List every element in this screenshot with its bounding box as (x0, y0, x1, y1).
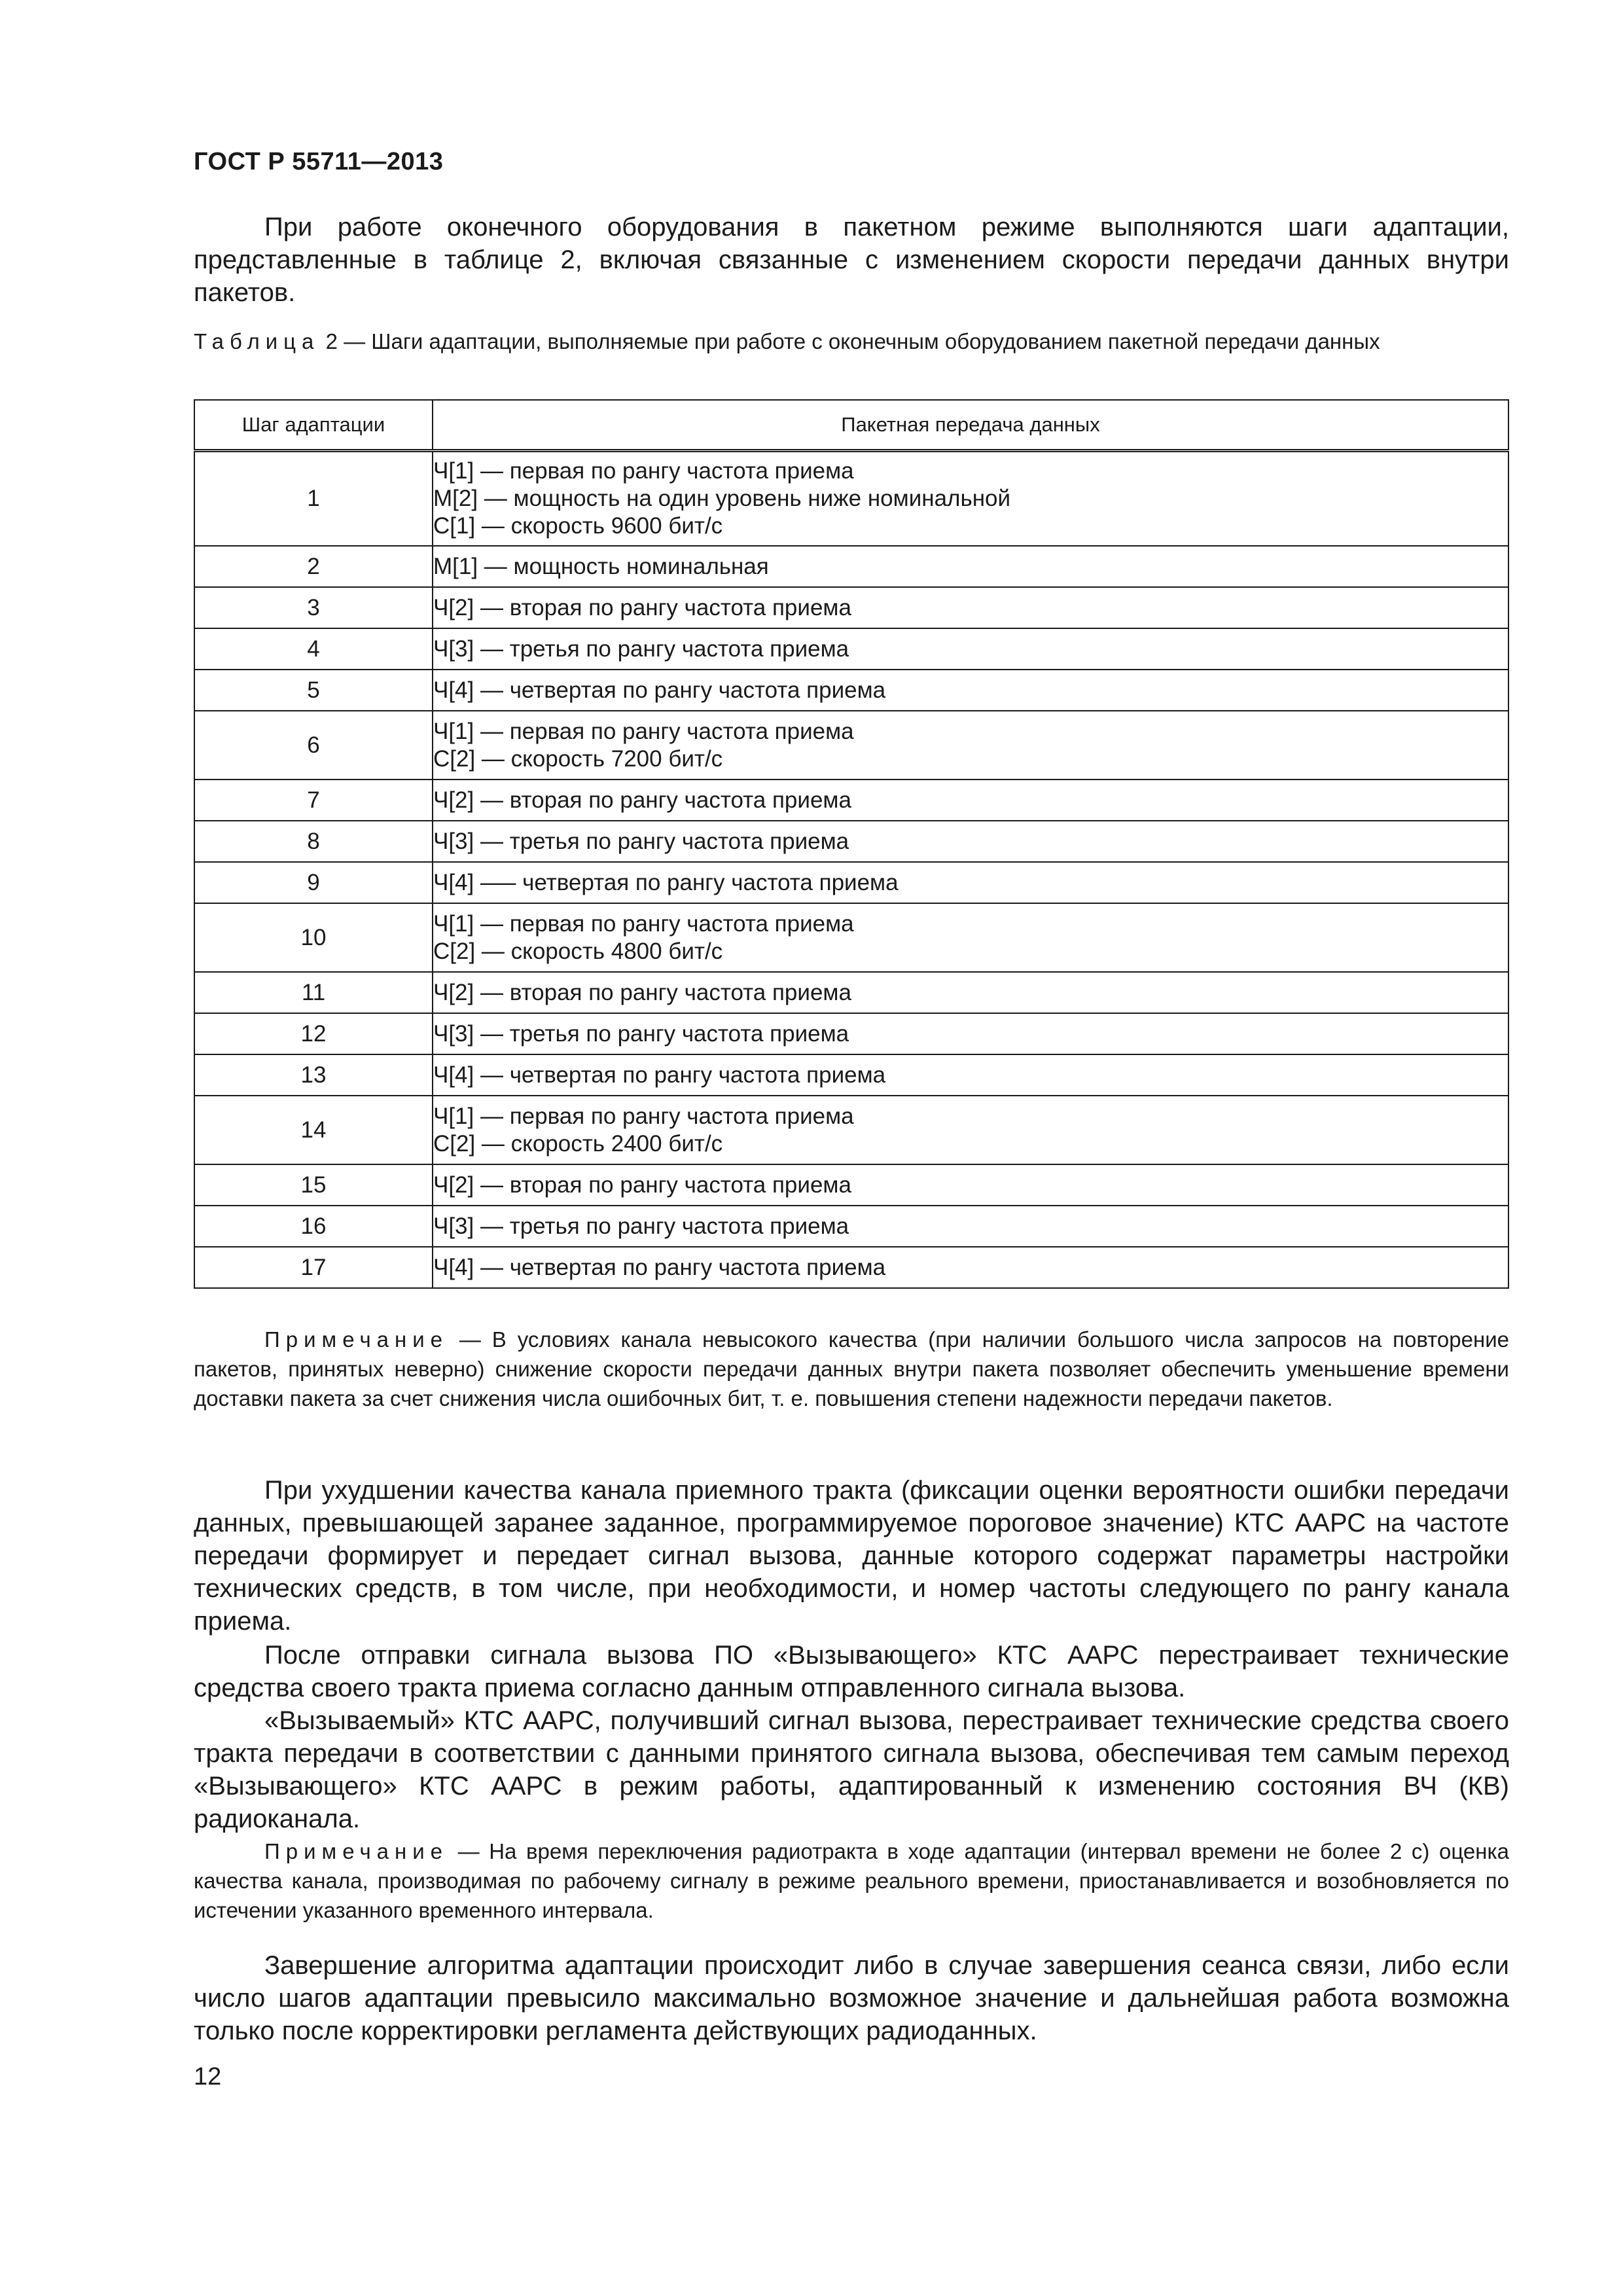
step-description (433, 1206, 1508, 1247)
note-label: Примечание (264, 1839, 449, 1863)
table-row (194, 972, 1508, 1013)
step-description (433, 1054, 1508, 1096)
description-line: М[1] — мощность номинальная (433, 553, 769, 579)
step-description (433, 670, 1508, 711)
description-line: Ч[2] — вторая по рангу частота приема (433, 594, 851, 620)
table-row (194, 780, 1508, 821)
table-row (194, 711, 1508, 780)
step-number: 8 (194, 821, 433, 862)
document-header: ГОСТ Р 55711—2013 (194, 148, 444, 175)
table-row (194, 628, 1508, 670)
step-number: 1 (194, 451, 433, 547)
step-number: 9 (194, 862, 433, 903)
paragraph-4: Завершение алгоритма адаптации происходит либо в случае завершения сеанса связи, либо если число шагов адаптации превысило максимально возможное значение и дальнейшая работа возможна только после корректировки регламента действующих радиоданных. (194, 1951, 1509, 2045)
table-row (194, 1013, 1508, 1054)
description-line: Ч[2] — вторая по рангу частота приема (433, 787, 851, 813)
step-number: 3 (194, 587, 433, 628)
table-row (194, 546, 1508, 587)
step-description (433, 821, 1508, 862)
table-row (194, 1054, 1508, 1096)
table-row (194, 451, 1508, 547)
step-number: 4 (194, 628, 433, 670)
step-description (433, 1096, 1508, 1164)
description-line: С[2] — скорость 4800 бит/с (433, 938, 723, 964)
description-line: Ч[3] — третья по рангу частота приема (433, 828, 849, 854)
paragraph-2: После отправки сигнала вызова ПО «Вызывающего» КТС ААРС перестраивает технические средства своего тракта приема согласно данным отправленного сигнала вызова. (194, 1641, 1509, 1702)
table-row (194, 821, 1508, 862)
table-row (194, 587, 1508, 628)
step-number: 15 (194, 1164, 433, 1206)
step-description (433, 972, 1508, 1013)
table-row (194, 670, 1508, 711)
description-line: Ч[4] — четвертая по рангу частота приема (433, 1062, 886, 1088)
table-row (194, 1247, 1508, 1288)
description-line: Ч[4] — четвертая по рангу частота приема (433, 677, 886, 703)
description-line: Ч[3] — третья по рангу частота приема (433, 1020, 849, 1047)
description-line: Ч[4] —– четвертая по рангу частота приема (433, 869, 899, 895)
step-number: 13 (194, 1054, 433, 1096)
description-line: Ч[1] — первая по рангу частота приема (433, 458, 854, 484)
step-number: 6 (194, 711, 433, 780)
step-number: 10 (194, 903, 433, 972)
description-line: С[2] — скорость 7200 бит/с (433, 745, 723, 772)
table-caption-text: 2 — Шаги адаптации, выполняемые при работе с оконечным оборудованием пакетной передачи данных (325, 329, 1380, 353)
note-2 (194, 1837, 1509, 1925)
step-number: 16 (194, 1206, 433, 1247)
step-number: 17 (194, 1247, 433, 1288)
description-line: Ч[2] — вторая по рангу частота приема (433, 979, 851, 1005)
step-description (433, 451, 1508, 547)
header-packet: Пакетная передача данных (433, 400, 1508, 451)
step-number: 14 (194, 1096, 433, 1164)
step-description (433, 1013, 1508, 1054)
description-line: С[1] — скорость 9600 бит/с (433, 513, 723, 539)
description-line: С[2] — скорость 2400 бит/с (433, 1130, 723, 1157)
step-description (433, 862, 1508, 903)
paragraph-3: «Вызываемый» КТС ААРС, получивший сигнал вызова, перестраивает технические средства своего тракта передачи в соответствии с данными принятого сигнала вызова, обеспечивая тем самым переход «Вызывающего» КТС ААРС в режим работы, адаптированный к изменению состояния ВЧ (КВ) радиоканала. (194, 1706, 1509, 1833)
step-description (433, 628, 1508, 670)
paragraph-1: При ухудшении качества канала приемного тракта (фиксации оценки вероятности ошибки передачи данных, превышающей заранее заданное, программируемое пороговое значение) КТС ААРС на частоте передачи формирует и передает сигнал вызова, данные которого содержат параметры настройки технических средств, в том числе, при необходимости, и номер частоты следующего по рангу канала приема. (194, 1476, 1509, 1636)
step-number: 5 (194, 670, 433, 711)
header-step: Шаг адаптации (194, 400, 433, 451)
table-row (194, 1206, 1508, 1247)
table-row (194, 862, 1508, 903)
step-number: 7 (194, 780, 433, 821)
step-number: 11 (194, 972, 433, 1013)
step-description (433, 780, 1508, 821)
step-description (433, 1164, 1508, 1206)
table-header-row (194, 400, 1508, 451)
intro-paragraph: При работе оконечного оборудования в пакетном режиме выполняются шаги адаптации, представленные в таблице 2, включая связанные с изменением скорости передачи данных внутри пакетов. (194, 213, 1509, 307)
table-row (194, 903, 1508, 972)
description-line: Ч[3] — третья по рангу частота приема (433, 636, 849, 662)
note-text: — На время переключения радиотракта в ходе адаптации (интервал времени не более 2 с) оценка качества канала, производимая по рабочему сигналу в режиме реального времени, приостанавливается и возобновляется по истечении указанного временного интервала. (194, 1839, 1509, 1922)
table-row (194, 1096, 1508, 1164)
note-1 (194, 1325, 1509, 1413)
description-line: М[2] — мощность на один уровень ниже номинальной (433, 486, 1011, 511)
description-line: Ч[2] — вторая по рангу частота приема (433, 1172, 851, 1198)
table-row (194, 1164, 1508, 1206)
step-description (433, 1247, 1508, 1288)
note-label: Примечание (264, 1327, 449, 1352)
description-line: Ч[1] — первая по рангу частота приема (433, 910, 854, 937)
step-description (433, 711, 1508, 780)
table-caption-label: Таблица (194, 329, 320, 353)
adaptation-steps-table (194, 399, 1509, 1289)
step-number: 12 (194, 1013, 433, 1054)
description-line: Ч[4] — четвертая по рангу частота приема (433, 1254, 886, 1280)
table-caption (194, 326, 1509, 357)
description-line: Ч[3] — третья по рангу частота приема (433, 1213, 849, 1239)
step-description (433, 903, 1508, 972)
description-line: Ч[1] — первая по рангу частота приема (433, 1103, 854, 1129)
step-description (433, 587, 1508, 628)
step-description (433, 546, 1508, 587)
step-number: 2 (194, 546, 433, 587)
note-text: — В условиях канала невысокого качества (при наличии большого числа запросов на повторение пакетов, принятых неверно) снижение скорости передачи данных внутри пакета позволяет обеспечить уменьшение времени доставки пакета за счет снижения числа ошибочных бит, т. е. повышения степени надежности передачи пакетов. (194, 1327, 1509, 1410)
page-number: 12 (194, 2063, 222, 2090)
description-line: Ч[1] — первая по рангу частота приема (433, 718, 854, 744)
